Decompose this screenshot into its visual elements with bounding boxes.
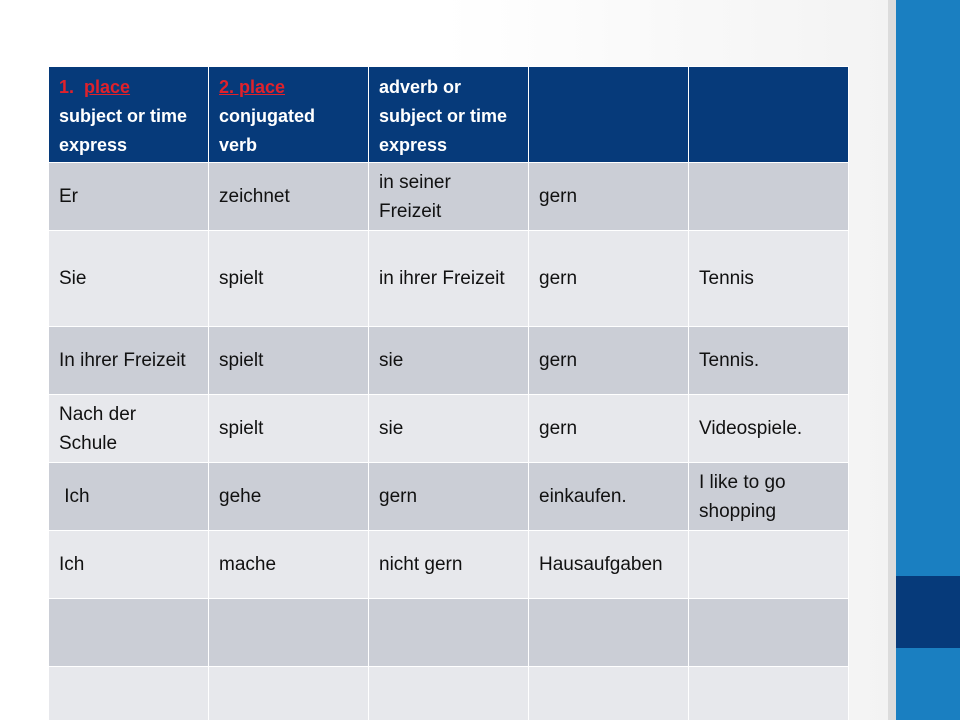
table-cell (49, 667, 209, 721)
header-col-1-place: place (84, 77, 131, 97)
header-col-1-number: 1. (59, 77, 75, 97)
table-cell (49, 599, 209, 667)
table-cell: gehe (209, 463, 369, 531)
table-cell: Ich (49, 463, 209, 531)
header-col-2 (209, 67, 369, 163)
table-cell: Ich (49, 531, 209, 599)
table-row (49, 327, 849, 395)
header-col-2-text: conjugated verb (219, 106, 316, 155)
side-decor-accent (896, 576, 960, 648)
table-row (49, 667, 849, 721)
side-divider (888, 0, 896, 720)
table-cell: mache (209, 531, 369, 599)
table-cell: Hausaufgaben (529, 531, 689, 599)
table-row (49, 231, 849, 327)
table-cell: Sie (49, 231, 209, 327)
table-cell: gern (529, 395, 689, 463)
table-cell (689, 599, 849, 667)
table-cell (529, 667, 689, 721)
table-cell: sie (369, 395, 529, 463)
table-row (49, 163, 849, 231)
table-row (49, 395, 849, 463)
table-cell (369, 667, 529, 721)
table-cell (369, 599, 529, 667)
table-cell: nicht gern (369, 531, 529, 599)
table-cell: spielt (209, 327, 369, 395)
table-cell (209, 599, 369, 667)
table-cell (209, 667, 369, 721)
table-cell: in ihrer Freizeit (369, 231, 529, 327)
table-row (49, 531, 849, 599)
table-cell: Nach der Schule (49, 395, 209, 463)
table-cell: Videospiele. (689, 395, 849, 463)
header-col-2-place: 2. place (219, 77, 286, 97)
table-cell: spielt (209, 395, 369, 463)
table-cell: Tennis (689, 231, 849, 327)
table-cell: in seiner Freizeit (369, 163, 529, 231)
table-cell: gern (529, 231, 689, 327)
table-cell: Tennis. (689, 327, 849, 395)
table-cell (689, 531, 849, 599)
table-cell (689, 163, 849, 231)
table-cell (529, 599, 689, 667)
word-order-table (48, 66, 849, 721)
header-col-5 (689, 67, 849, 163)
table-row (49, 599, 849, 667)
table-row (49, 463, 849, 531)
table-cell: einkaufen. (529, 463, 689, 531)
table-cell: In ihrer Freizeit (49, 327, 209, 395)
header-col-1 (49, 67, 209, 163)
header-col-4 (529, 67, 689, 163)
table-cell: spielt (209, 231, 369, 327)
table-cell: zeichnet (209, 163, 369, 231)
table-cell: sie (369, 327, 529, 395)
table-cell: I like to go shopping (689, 463, 849, 531)
table-cell: gern (529, 327, 689, 395)
table-cell: gern (369, 463, 529, 531)
table-header-row (49, 67, 849, 163)
table-cell: Er (49, 163, 209, 231)
header-col-1-text: subject or time express (59, 106, 188, 155)
table-cell: gern (529, 163, 689, 231)
header-col-3: adverb or subject or time express (369, 67, 529, 163)
table-cell (689, 667, 849, 721)
